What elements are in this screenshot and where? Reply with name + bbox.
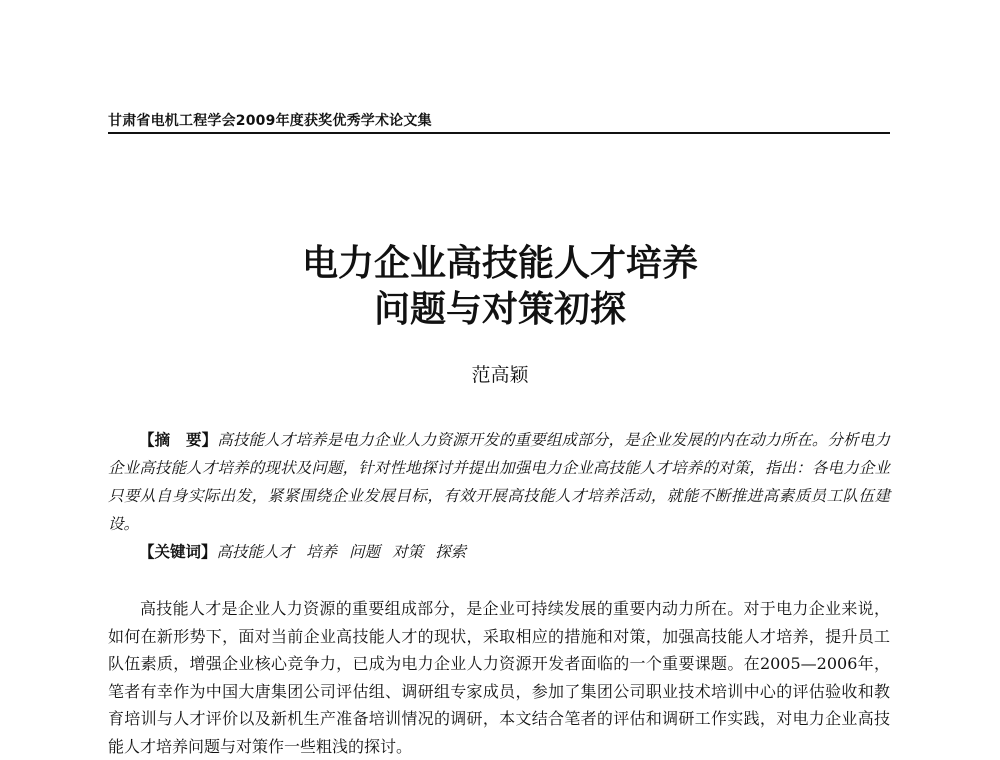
running-header: 甘肃省电机工程学会2009年度获奖优秀学术论文集 [108, 113, 432, 129]
abstract-label: 【摘 要】 [139, 430, 218, 449]
keywords [108, 538, 890, 566]
keyword: 问题 [349, 543, 381, 561]
keywords-label: 【关键词】 [139, 542, 217, 561]
keyword: 高技能人才 [216, 543, 295, 561]
body-paragraph: 高技能人才是企业人力资源的重要组成部分，是企业可持续发展的重要内动力所在。对于电力企业来说，如何在新形势下，面对当前企业高技能人才的现状，采取相应的措施和对策，加强高技能人才培养，提升员工队伍素质，增强企业核心竞争力，已成为电力企业人力资源开发者面临的一个重要课题。在2005—2006年，笔者有幸作为中国大唐集团公司评估组、调研组专家成员，参加了集团公司职业技术培训中心的评估验收和教育培训与人才评价以及新机生产准备培训情况的调研，本文结合笔者的评估和调研工作实践，对电力企业高技能人才培养问题与对策作一些粗浅的探讨。 [108, 599, 890, 756]
author-name: 范高颖 [471, 364, 529, 386]
abstract [108, 426, 890, 538]
paper-title [100, 240, 900, 332]
abstract-text: 高技能人才培养是电力企业人力资源开发的重要组成部分，是企业发展的内在动力所在。分析电力企业高技能人才培养的现状及问题，针对性地探讨并提出加强电力企业高技能人才培养的对策，指出：各电力企业只要从自身实际出发，紧紧围绕企业发展目标，有效开展高技能人才培养活动，就能不断推进高素质员工队伍建设。 [108, 431, 890, 533]
keyword: 对策 [392, 543, 424, 561]
title-line-2: 问题与对策初探 [373, 288, 626, 330]
keyword: 培养 [306, 543, 338, 561]
title-line-1: 电力企业高技能人才培养 [301, 242, 698, 284]
header-rule [108, 132, 890, 134]
keyword: 探索 [435, 543, 467, 561]
